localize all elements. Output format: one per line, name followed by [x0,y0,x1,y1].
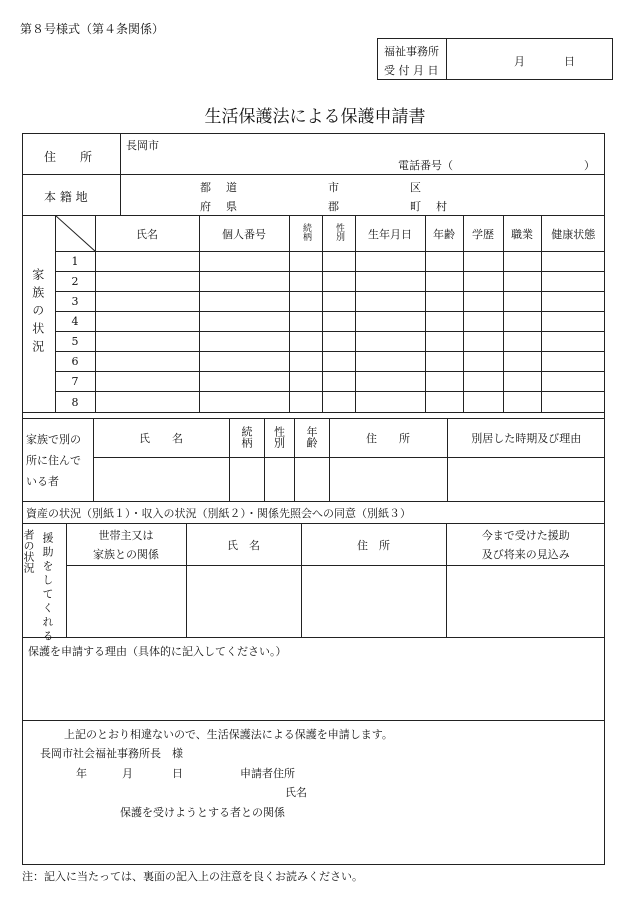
family-cell[interactable] [355,332,425,352]
family-cell[interactable] [322,272,355,292]
office-label-1: 福祉事務所 [384,45,439,58]
helpers-side-label-b: 者の状況 [22,529,35,573]
row-number: 3 [55,292,95,312]
address-label: 住 所 [44,150,93,164]
family-cell[interactable] [463,252,503,272]
family-cell[interactable] [463,272,503,292]
separate-cell[interactable] [93,458,229,502]
family-col-name: 氏名 [95,216,199,252]
family-cell[interactable] [355,292,425,312]
reason-input[interactable] [24,660,602,718]
applicant-name-input[interactable] [310,782,595,798]
row-number: 1 [55,252,95,272]
family-cell[interactable] [355,312,425,332]
helpers-side-label-a: 援助をしてくれる [41,532,54,644]
family-cell[interactable] [503,332,541,352]
family-cell[interactable] [463,292,503,312]
family-cell[interactable] [289,312,322,332]
family-cell[interactable] [199,312,289,332]
family-col-sex-text: 性別 [334,223,344,241]
family-cell[interactable] [425,312,463,332]
family-cell[interactable] [289,372,322,392]
family-cell[interactable] [95,372,199,392]
family-row [22,252,605,272]
family-cell[interactable] [322,312,355,332]
family-row [22,392,605,413]
family-cell[interactable] [95,312,199,332]
family-col-relation [289,216,322,252]
helpers-col-support-2: 及び将来の見込み [481,547,570,561]
family-cell[interactable] [322,392,355,413]
helpers-side-cell [22,524,66,644]
diagonal-line-icon [56,216,96,252]
family-col-birthdate: 生年月日 [355,216,425,252]
row-number: 4 [55,312,95,332]
family-col-occupation: 職業 [503,216,541,252]
family-cell[interactable] [425,252,463,272]
family-col-relation-text: 続柄 [301,223,311,241]
family-cell[interactable] [289,352,322,372]
family-cell[interactable] [541,352,605,372]
family-side-label: 家族の状況 [30,267,45,358]
family-row [22,352,605,372]
family-cell[interactable] [541,252,605,272]
helpers-col-name: 氏 名 [186,524,301,566]
family-cell[interactable] [425,272,463,292]
family-cell[interactable] [322,292,355,312]
office-label-2: 受 付 月 日 [384,64,439,77]
family-cell[interactable] [322,352,355,372]
helpers-table [22,523,605,644]
separate-cell[interactable] [329,458,447,502]
family-cell[interactable] [355,372,425,392]
family-cell[interactable] [503,372,541,392]
helpers-col-relation-1: 世帯主又は [98,528,154,542]
separate-cell[interactable] [264,458,294,502]
separate-col-name: 氏 名 [93,419,229,458]
separate-label-1: 家族で別の [26,432,81,446]
helpers-col-relation [66,524,186,566]
family-cell[interactable] [503,352,541,372]
family-cell[interactable] [322,332,355,352]
family-cell[interactable] [541,312,605,332]
declaration-month: 月 [122,767,133,780]
separate-table [22,418,605,502]
declaration-addressee: 長岡市社会福祉事務所長 様 [40,747,183,760]
helpers-cell[interactable] [66,566,186,638]
family-col-sex [322,216,355,252]
row-number: 2 [55,272,95,292]
family-cell[interactable] [355,252,425,272]
family-row [22,292,605,312]
phone-label: 電話番号（ [398,159,453,172]
office-receipt-box [377,38,613,80]
family-cell[interactable] [199,332,289,352]
family-col-age: 年齢 [425,216,463,252]
family-cell[interactable] [463,332,503,352]
family-cell[interactable] [425,332,463,352]
family-cell[interactable] [199,272,289,292]
separate-col-address: 住 所 [329,419,447,458]
domicile-gun: 郡 [328,200,339,213]
helpers-col-address: 住 所 [301,524,446,566]
applicant-address-label: 申請者住所 [240,767,295,780]
receipt-month: 月 [514,55,525,68]
family-cell[interactable] [199,352,289,372]
separate-col-reason: 別居した時期及び理由 [447,419,605,458]
domicile-shi: 市 [328,181,339,194]
declaration-year: 年 [76,767,87,780]
page-title: 生活保護法による保護申請書 [204,107,426,127]
separate-col-sex-text: 性別 [272,425,286,448]
relation-label: 保護を受けようとする者との関係 [120,806,285,819]
separate-cell[interactable] [447,458,605,502]
family-cell[interactable] [425,292,463,312]
domicile-machi: 町 [410,200,421,213]
helpers-cell[interactable] [301,566,446,638]
separate-col-age [294,419,329,458]
phone-close: ） [584,159,595,172]
family-cell[interactable] [199,372,289,392]
helpers-col-relation-2: 家族との関係 [93,547,159,561]
family-cell[interactable] [425,372,463,392]
separate-col-relation-text: 続柄 [240,425,253,448]
domicile-ken: 県 [226,200,237,213]
family-cell[interactable] [355,352,425,372]
family-cell[interactable] [289,332,322,352]
separate-col-sex [264,419,294,458]
domicile-to: 都 [200,181,211,194]
assets-line: 資産の状況（別紙１）・収入の状況（別紙２）・関係先照会への同意（別紙３） [26,507,411,520]
family-cell[interactable] [463,312,503,332]
row-number: 5 [55,332,95,352]
separate-label-cell [22,419,93,502]
reason-label: 保護を申請する理由（具体的に記入してください。） [28,645,287,658]
family-cell[interactable] [289,292,322,312]
separate-cell[interactable] [229,458,264,502]
declaration-day: 日 [172,767,183,780]
family-table [22,215,605,413]
helpers-col-support [446,524,605,566]
address-input[interactable] [170,136,600,154]
family-cell[interactable] [541,392,605,413]
family-side-label-cell [22,216,55,413]
family-row [22,372,605,392]
family-cell[interactable] [199,292,289,312]
declaration-statement: 上記のとおり相違ないので、生活保護法による保護を申請します。 [64,728,393,741]
form-number: 第８号様式（第４条関係） [20,22,165,36]
family-cell[interactable] [463,352,503,372]
family-cell[interactable] [322,252,355,272]
family-cell[interactable] [503,252,541,272]
separate-cell[interactable] [294,458,329,502]
family-cell[interactable] [199,392,289,413]
domicile-do: 道 [226,181,237,194]
helpers-col-support-1: 今まで受けた援助 [481,528,570,542]
family-col-id: 個人番号 [199,216,289,252]
helpers-cell[interactable] [446,566,605,638]
helpers-cell[interactable] [186,566,301,638]
family-row [22,312,605,332]
separate-label-2: 所に住んで [26,453,81,467]
family-cell[interactable] [503,272,541,292]
family-cell[interactable] [541,332,605,352]
applicant-address-input[interactable] [305,763,595,779]
receipt-day: 日 [564,55,575,68]
row-number: 8 [55,392,95,413]
family-cell[interactable] [425,392,463,413]
footer-note: 注：記入に当たっては、裏面の記入上の注意を良くお読みください。 [22,870,363,883]
domicile-ku: 区 [410,181,421,194]
family-cell[interactable] [425,352,463,372]
family-cell[interactable] [289,392,322,413]
separate-label-3: いる者 [26,474,59,488]
family-cell[interactable] [289,272,322,292]
separate-col-age-text: 年齢 [305,425,318,448]
relation-input[interactable] [305,802,595,818]
family-cell[interactable] [503,312,541,332]
family-col-health: 健康状態 [541,216,605,252]
family-row [22,272,605,292]
domicile-mura: 村 [436,200,447,213]
family-cell[interactable] [95,392,199,413]
family-cell[interactable] [95,352,199,372]
family-cell[interactable] [355,272,425,292]
address-city: 長岡市 [126,139,159,152]
family-cell[interactable] [541,292,605,312]
family-cell[interactable] [322,372,355,392]
family-cell[interactable] [95,332,199,352]
family-cell[interactable] [541,272,605,292]
row-number: 7 [55,372,95,392]
family-cell[interactable] [95,272,199,292]
domicile-label: 本 籍 地 [44,190,88,204]
family-row [22,332,605,352]
family-cell[interactable] [503,392,541,413]
row-number: 6 [55,352,95,372]
separate-col-relation [229,419,264,458]
family-cell[interactable] [95,292,199,312]
family-cell[interactable] [463,392,503,413]
applicant-name-label: 氏名 [285,786,307,799]
family-cell[interactable] [503,292,541,312]
family-cell[interactable] [95,252,199,272]
family-cell[interactable] [355,392,425,413]
family-cell[interactable] [541,372,605,392]
family-cell[interactable] [463,372,503,392]
domicile-fu: 府 [200,200,211,213]
family-cell[interactable] [199,252,289,272]
family-cell[interactable] [289,252,322,272]
diagonal-cell [55,216,95,252]
family-col-education: 学歴 [463,216,503,252]
